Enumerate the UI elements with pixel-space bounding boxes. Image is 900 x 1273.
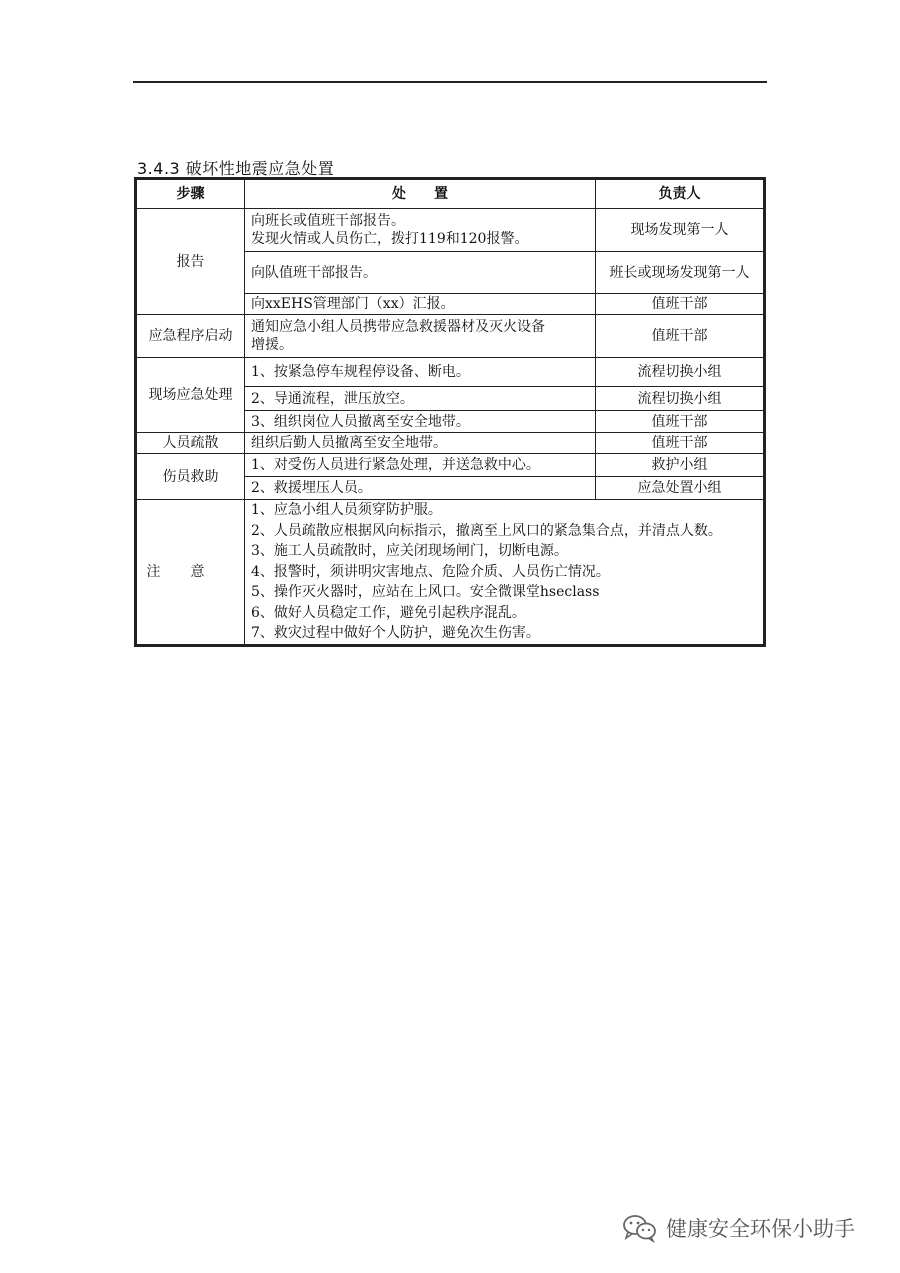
responsible-cell: 流程切换小组: [596, 387, 764, 411]
responsible-cell: 救护小组: [596, 454, 764, 477]
note-line: 5、操作灭火器时，应站在上风口。安全微课堂hseclass: [251, 584, 600, 601]
notes-label: [137, 500, 245, 645]
wechat-icon: [622, 1213, 658, 1243]
header-action: 处 置: [245, 180, 596, 209]
step-cell: 现场应急处理: [137, 358, 245, 433]
responsible-cell: 应急处置小组: [596, 477, 764, 500]
note-line: 3、施工人员疏散时，应关闭现场闸门，切断电源。: [251, 543, 568, 560]
action-line: 1、按紧急停车规程停设备、断电。: [251, 364, 470, 380]
action-cell: [245, 433, 596, 454]
responsible-cell: 值班干部: [596, 294, 764, 315]
action-cell: [245, 454, 596, 477]
action-line: 向班长或值班干部报告。: [251, 213, 405, 229]
responsible-cell: 班长或现场发现第一人: [596, 252, 764, 294]
table-header-row: [137, 180, 764, 209]
emergency-table: [136, 179, 764, 645]
header-rule: [133, 81, 767, 83]
note-line: 1、应急小组人员须穿防护服。: [251, 502, 442, 519]
note-line: 6、做好人员稳定工作，避免引起秩序混乱。: [251, 604, 526, 621]
table-row: [137, 433, 764, 454]
note-line: 7、救灾过程中做好个人防护，避免次生伤害。: [251, 625, 540, 642]
header-responsible: 负责人: [596, 180, 764, 209]
notes-cell: [245, 500, 764, 645]
step-cell: 报告: [137, 209, 245, 315]
step-cell: 应急程序启动: [137, 315, 245, 358]
watermark: [622, 1213, 855, 1243]
step-cell: 伤员救助: [137, 454, 245, 500]
responsible-cell: 值班干部: [596, 411, 764, 433]
table-row: [137, 358, 764, 387]
responsible-cell: 值班干部: [596, 433, 764, 454]
action-line: 组织后勤人员撤离至安全地带。: [251, 435, 447, 451]
action-line: 通知应急小组人员携带应急救援器材及灭火设备: [251, 319, 545, 335]
note-line: 4、报警时，须讲明灾害地点、危险介质、人员伤亡情况。: [251, 563, 610, 580]
action-cell: [245, 358, 596, 387]
action-cell: [245, 209, 596, 252]
action-line: 向xxEHS管理部门（xx）汇报。: [251, 296, 455, 312]
notes-label-text: 注意: [146, 564, 235, 580]
action-cell: [245, 387, 596, 411]
action-cell: [245, 252, 596, 294]
table-row: [137, 209, 764, 252]
section-heading: 3.4.3 破坏性地震应急处置: [137, 159, 335, 178]
header-step: 步骤: [137, 180, 245, 209]
action-line: 3、组织岗位人员撤离至安全地带。: [251, 413, 470, 430]
action-cell: [245, 477, 596, 500]
action-line: 2、导通流程，泄压放空。: [251, 390, 414, 407]
action-line: 增援。: [251, 337, 293, 353]
responsible-cell: 流程切换小组: [596, 358, 764, 387]
action-cell: [245, 315, 596, 358]
action-line: 发现火情或人员伤亡，拨打119和120报警。: [251, 231, 529, 247]
action-cell: [245, 294, 596, 315]
table-row: [137, 315, 764, 358]
notes-row: [137, 500, 764, 645]
action-cell: [245, 411, 596, 433]
table-row: [137, 454, 764, 477]
responsible-cell: 现场发现第一人: [596, 209, 764, 252]
step-cell: 人员疏散: [137, 433, 245, 454]
responsible-cell: 值班干部: [596, 315, 764, 358]
action-line: 向队值班干部报告。: [251, 264, 377, 281]
note-line: 2、人员疏散应根据风向标指示，撤离至上风口的紧急集合点，并清点人数。: [251, 522, 722, 539]
action-line: 2、救援埋压人员。: [251, 480, 372, 496]
action-line: 1、对受伤人员进行紧急处理，并送急救中心。: [251, 457, 540, 473]
watermark-text: 健康安全环保小助手: [666, 1217, 855, 1241]
